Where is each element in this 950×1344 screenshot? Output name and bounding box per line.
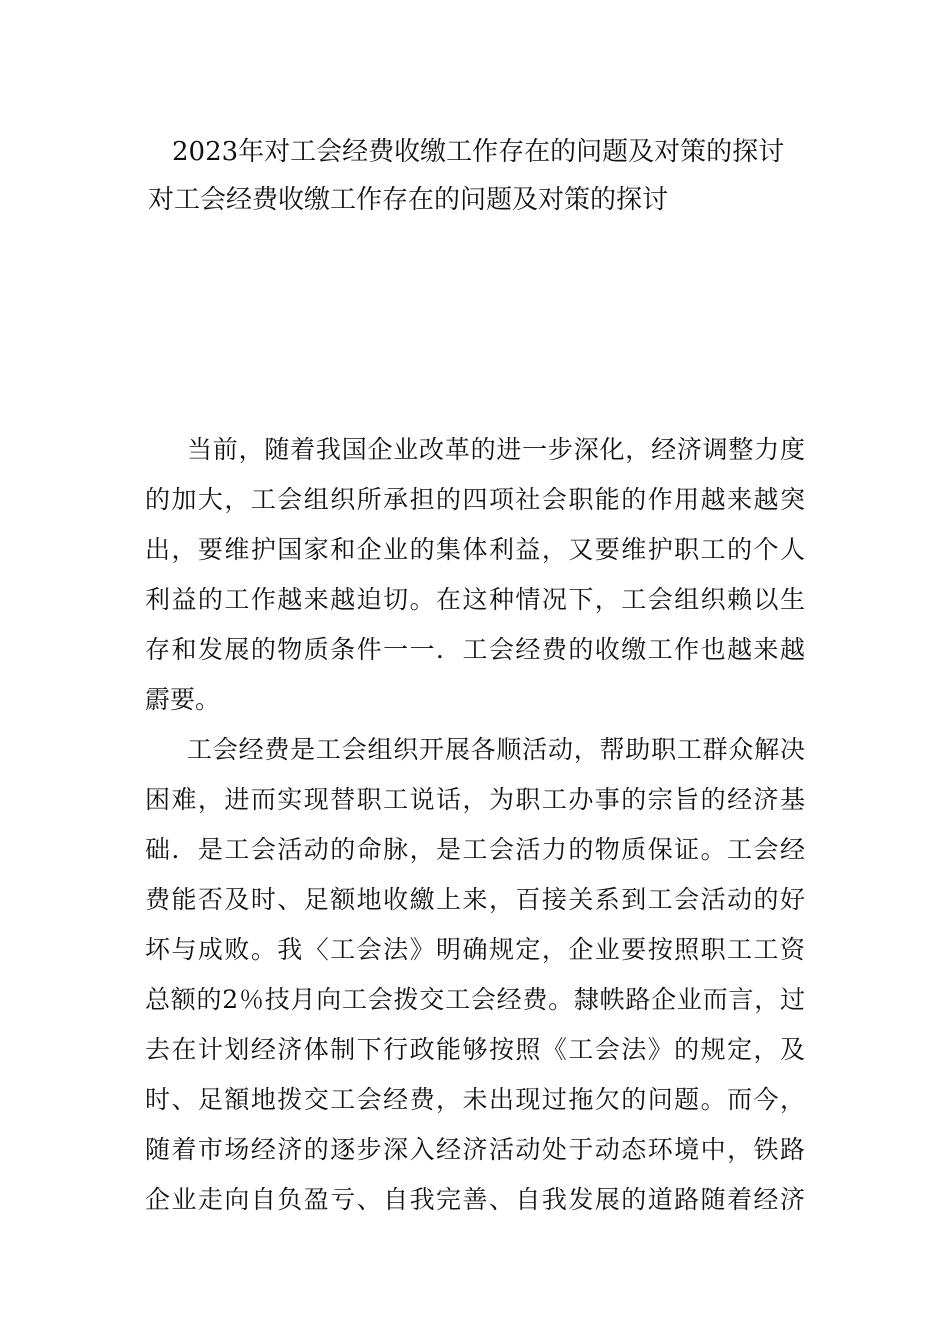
- paragraph-line: 费能否及时、足额地收繳上来，百接关系到工会活动的好: [145, 885, 805, 914]
- paragraph-line: 困难，进而实现替职工说话，为职工办事的宗旨的经济基: [145, 785, 805, 814]
- paragraph-line: 企业走向自负盈亏、自我完善、自我发展的道路随着经济: [145, 1185, 805, 1214]
- paragraph-line: 存和发展的物质条件一一．工会经费的收缴工作也越来越: [145, 635, 805, 664]
- paragraph-line: 利益的工作越来越迫切。在这种情况下，工会组织赖以生: [145, 585, 805, 614]
- paragraph: [145, 725, 805, 1225]
- paragraph-line: 霨要。: [145, 685, 221, 714]
- paragraph-line: 础．是工会活动的命脉，是工会活力的物质保证。工会经: [145, 835, 805, 864]
- document-title: 2023年对工会经费收缴工作存在的问题及对策的探讨: [172, 137, 785, 167]
- document-subtitle: 对工会经费收缴工作存在的问题及对策的探讨: [148, 185, 669, 215]
- paragraph: [145, 425, 805, 725]
- paragraph-line: 时、足額地拨交工会经费，未出现过拖欠的问题。而今，: [145, 1085, 805, 1114]
- paragraph-line: 坏与成败。我〈工会法》明确规定，企业要按照职工工资: [145, 935, 805, 964]
- paragraph-line: 随着市场经济的逐步深入经济活动处于动态环境中，铁路: [145, 1135, 805, 1164]
- paragraph-line: 去在计划经济体制下行政能够按照《工会法》的规定，及: [145, 1035, 805, 1064]
- paragraph-line: 的加大，工会组织所承担的四项社会职能的作用越来越突: [145, 485, 805, 514]
- paragraph-line: 工会经费是工会组织开展各顺活动，帮助职工群众解决: [187, 735, 805, 764]
- paragraph-line: 出，要维护国家和企业的集体利益，又要维护职工的个人: [145, 535, 805, 564]
- document-body: [145, 425, 805, 1225]
- paragraph-line: 当前，随着我国企业改革的进一步深化，经济调整力度: [187, 435, 805, 464]
- paragraph-line: 总额的2％技月向工会拨交工会经费。隸帙路企业而言，过: [145, 985, 805, 1014]
